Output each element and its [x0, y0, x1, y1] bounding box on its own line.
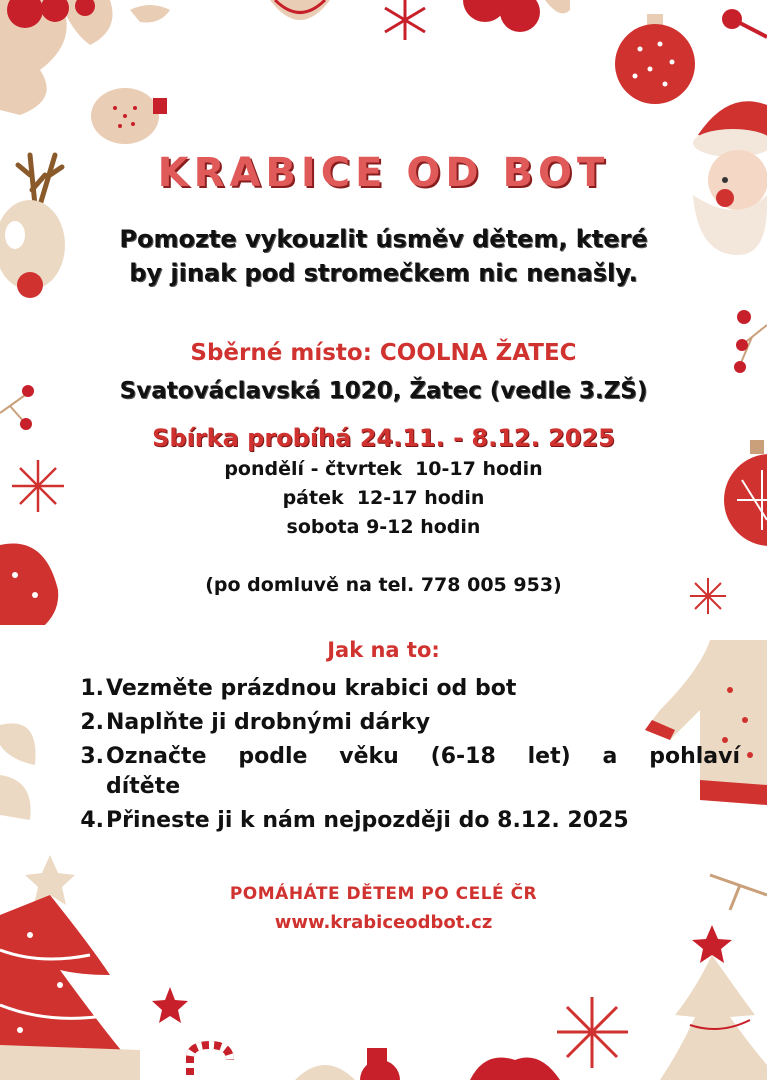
- howto-title: Jak na to:: [327, 638, 440, 662]
- opening-hours-row: pátek 12-17 hodin: [282, 487, 485, 509]
- opening-hours-row: sobota 9-12 hodin: [286, 516, 481, 538]
- page-title: KRABICE OD BOT: [157, 150, 610, 196]
- mitten-icon: [470, 1050, 560, 1080]
- list-item: [72, 708, 740, 738]
- list-item: [72, 742, 740, 802]
- subtitle-line: Pomozte vykouzlit úsměv dětem, které: [119, 225, 648, 253]
- list-item: [72, 674, 740, 704]
- collection-period: Sbírka probíhá 24.11. - 8.12. 2025: [152, 424, 615, 452]
- snowflake-icon: [370, 0, 440, 45]
- step-text: Přineste ji k nám nejpozději do 8.12. 2025: [106, 808, 629, 833]
- step-number: 3.: [80, 744, 104, 769]
- subtitle-line: by jinak pod stromečkem nic nenašly.: [129, 259, 638, 287]
- ornament-icon: [265, 0, 335, 30]
- opening-hours-row: pondělí - čtvrtek 10-17 hodin: [224, 458, 543, 480]
- ornament-icon: [460, 0, 570, 40]
- step-number: 4.: [80, 808, 104, 833]
- address: Svatováclavská 1020, Žatec (vedle 3.ZŠ): [119, 378, 648, 404]
- star-icon: [150, 985, 190, 1025]
- step-number: 1.: [80, 676, 104, 701]
- candy-cane-icon: [185, 1040, 245, 1080]
- mitten-icon: [85, 78, 170, 148]
- ornament-icon: [610, 14, 700, 106]
- list-item: [72, 806, 740, 836]
- step-text: Naplňte ji drobnými dárky: [106, 710, 431, 735]
- website-link[interactable]: www.krabiceodbot.cz: [274, 912, 493, 933]
- footer-slogan: POMÁHÁTE DĚTEM PO CELÉ ČR: [229, 884, 538, 904]
- phone-note: (po domluvě na tel. 778 005 953): [205, 574, 562, 596]
- steps-list: [72, 674, 740, 840]
- step-number: 2.: [80, 710, 104, 735]
- subtitle: [0, 222, 767, 290]
- holly-icon: [0, 705, 50, 825]
- snowflake-icon: [555, 995, 630, 1070]
- ornament-icon: [295, 1040, 405, 1080]
- step-text: Vezměte prázdnou krabici od bot: [106, 676, 517, 701]
- step-text: Označte podle věku (6-18 let) a pohlaví dítěte: [106, 744, 740, 799]
- christmas-tree-icon: [650, 925, 767, 1080]
- candy-cane-icon: [720, 5, 767, 65]
- collection-place: Sběrné místo: COOLNA ŽATEC: [190, 340, 577, 366]
